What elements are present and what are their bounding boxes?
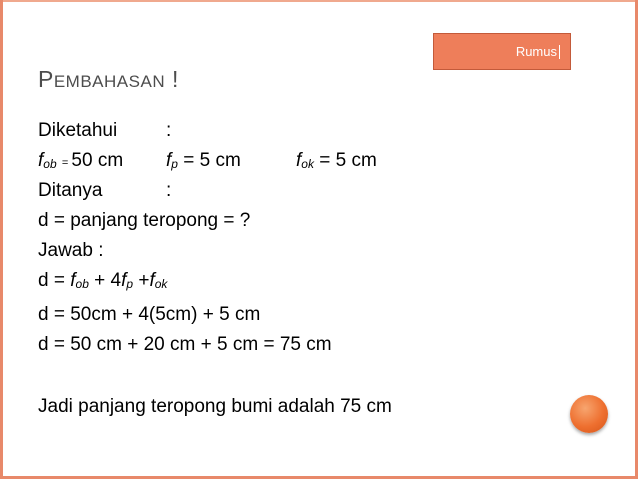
line-ditanya	[38, 179, 598, 203]
formula-sub-ob: ob	[75, 277, 89, 291]
formula-f-p: f	[121, 270, 127, 291]
fp-symbol: f	[166, 150, 172, 171]
line-jawab: Jawab :	[38, 240, 104, 261]
slide-top-edge	[0, 0, 638, 2]
fp-value	[166, 149, 241, 174]
formula-sub-p: p	[126, 277, 134, 291]
formula-f-ok: f	[149, 270, 155, 291]
fob-symbol: f	[38, 150, 44, 171]
line-diketahui	[38, 119, 598, 143]
fok-value	[296, 149, 377, 174]
title-rest: EMBAHASAN	[53, 72, 166, 91]
formula-sub-ok: ok	[154, 277, 168, 291]
fok-subscript: ok	[301, 157, 314, 171]
fob-subscript: ob	[43, 157, 57, 171]
line-step-2: d = 50 cm + 20 cm + 5 cm = 75 cm	[38, 334, 332, 355]
formula-plus: +	[133, 270, 150, 291]
line-given-values	[38, 149, 598, 173]
orange-circle-decoration	[570, 395, 608, 433]
diketahui-label: Diketahui	[38, 120, 118, 141]
line-step-1: d = 50cm + 4(5cm) + 5 cm	[38, 304, 261, 325]
formula-d: d =	[38, 270, 71, 291]
line-formula	[38, 269, 167, 293]
line-question: d = panjang teropong = ?	[38, 210, 251, 231]
formula-f-ob: f	[70, 270, 76, 291]
formula-plus-4: + 4	[88, 270, 122, 291]
slide-title	[38, 66, 179, 93]
rumus-button-label: Rumus	[515, 44, 557, 59]
fok-symbol: f	[296, 150, 302, 171]
title-initial: P	[38, 66, 54, 92]
fp-subscript: p	[171, 157, 178, 171]
title-exclamation: !	[165, 66, 179, 92]
rumus-button[interactable]	[433, 33, 571, 70]
ditanya-colon: :	[166, 180, 172, 201]
line-conclusion: Jadi panjang teropong bumi adalah 75 cm	[38, 396, 392, 417]
fob-equals: =	[61, 157, 72, 169]
diketahui-colon: :	[166, 120, 172, 141]
text-cursor	[559, 45, 560, 59]
fob-value	[38, 149, 123, 175]
fok-amount: = 5 cm	[313, 150, 377, 171]
fob-amount: 50 cm	[71, 150, 124, 171]
slide-left-edge	[0, 0, 3, 479]
ditanya-label: Ditanya	[38, 180, 103, 201]
fp-amount: = 5 cm	[177, 150, 241, 171]
